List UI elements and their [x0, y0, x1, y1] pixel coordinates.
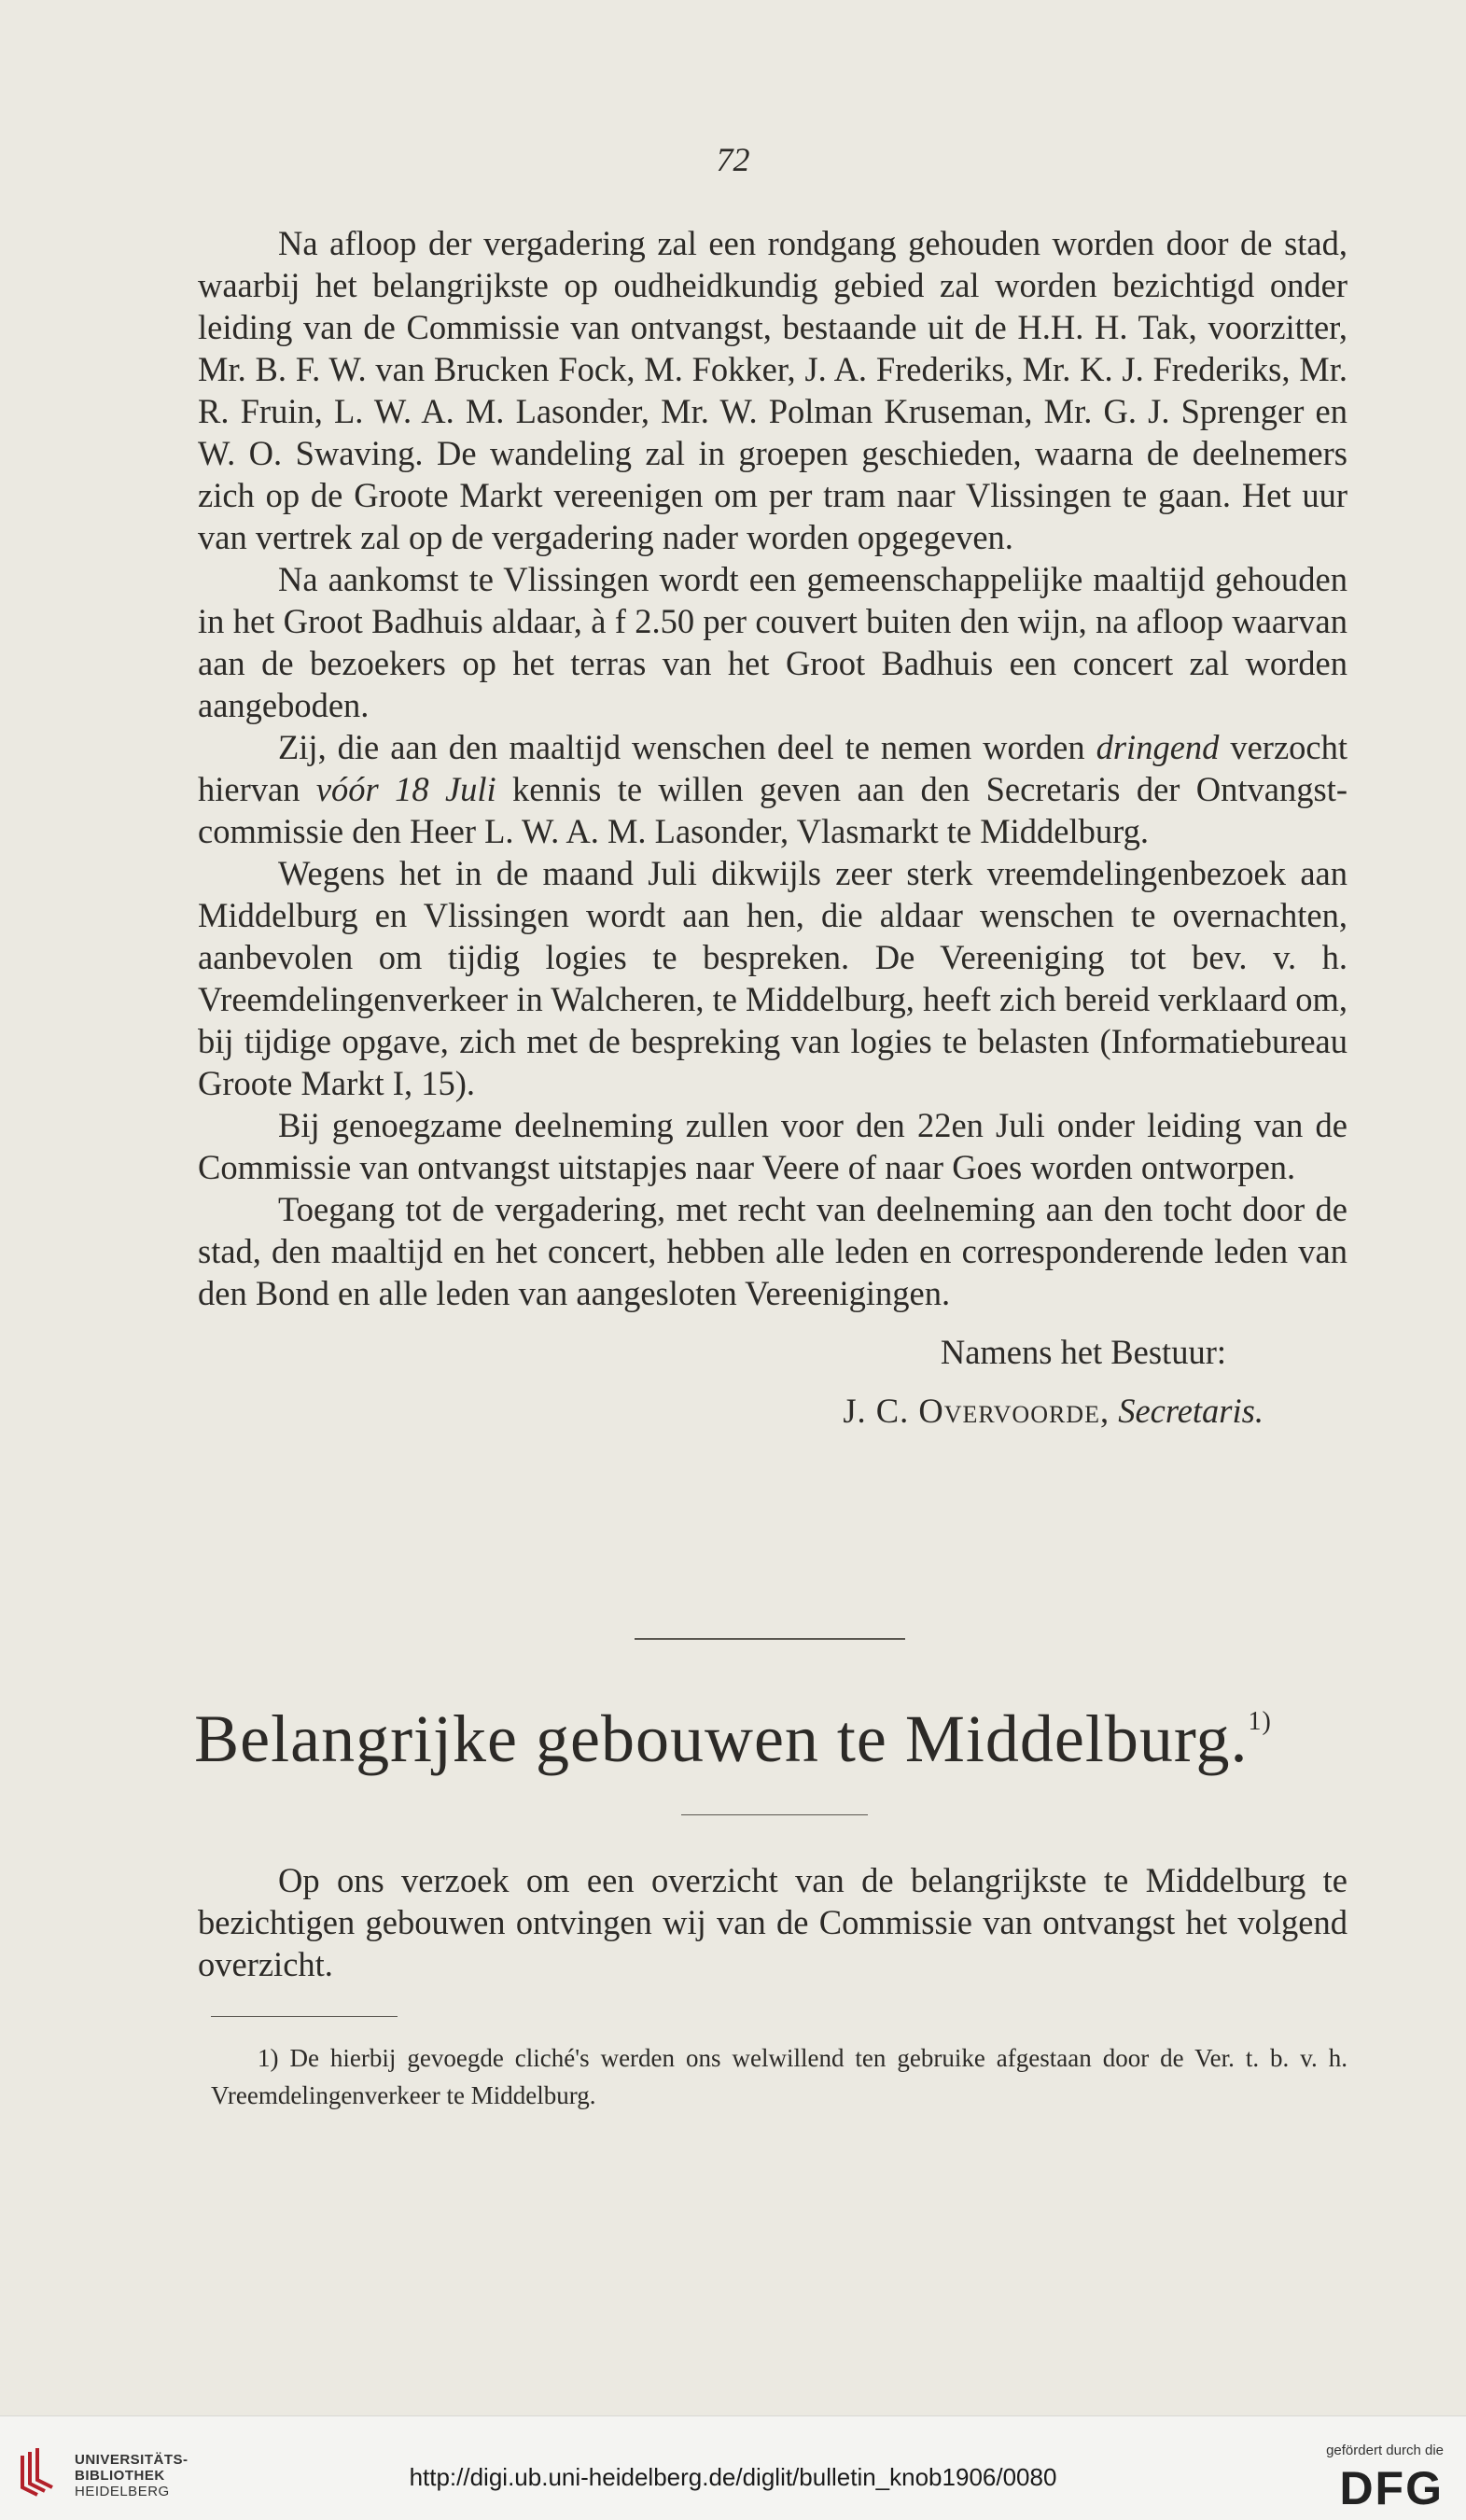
paragraph-maaltijd: Na aankomst te Vlissingen wordt een gemeenschappelijke maaltijd gehouden in het Groot Badhuis aldaar, à f 2.50 per couvert buiten den wijn, na afloop waarvan aan de bezoekers op het terras van het Groot Badhuis een concert zal worden aangeboden. — [198, 560, 1347, 724]
dfg-logo[interactable]: DFG — [1339, 2462, 1444, 2514]
footnote — [211, 2039, 1347, 2114]
paragraph-rondgang: Na afloop der vergadering zal een rondgang gehouden worden door de stad, waarbij het belangrijkste op oudheidkundig gebied zal worden bezichtigd onder leiding van de Commissie van ontvangst, bestaande uit de H.H. H. Tak, voorzitter, Mr. B. F. W. van Brucken Fock, M. Fokker, J. A. Frederiks, Mr. K. J. Frederiks, Mr. R. Fruin, L. W. A. M. Lasonder, Mr. W. Polman Kruseman, Mr. G. J. Sprenger en W. O. Swaving. De wandeling zal in groepen geschieden, waarna de deelnemers zich op de Groote Markt vereenigen om per tram naar Vlissingen te gaan. Het uur van vertrek zal op de vergadering nader worden opgegeven. — [198, 224, 1347, 556]
paragraph-intro: Op ons verzoek om een overzicht van de belangrijkste te Middelburg te bezichtigen gebouwen ontvingen wij van de Commissie van ontvangst het volgend overzicht. — [198, 1861, 1347, 1983]
title-underline-rule — [681, 1814, 868, 1815]
section-title: Belangrijke gebouwen te Middelburg.$^{1)}$ — [194, 1701, 1272, 1776]
divider-rule — [635, 1638, 905, 1640]
emphasis-dringend: dringend — [1096, 728, 1220, 766]
intro-text — [198, 1859, 1347, 1985]
funded-by-label: gefördert durch die — [1326, 2443, 1444, 2458]
paragraph-uitstapjes: Bij genoegzame deelneming zullen voor den 22en Juli onder leiding van de Commissie van ontvangst uitstapjes naar Veere of naar Goes worden ontworpen. — [198, 1106, 1347, 1186]
library-name: UNIVERSITÄTS- BIBLIOTHEK HEIDELBERG — [75, 2452, 188, 2499]
permalink-url[interactable]: http://digi.ub.uni-heidelberg.de/diglit/bulletin_knob1906/0080 — [409, 2463, 1057, 2491]
signature-name: J. C. Overvoorde, Secretaris. — [843, 1392, 1264, 1430]
viewer-footer — [0, 2415, 1466, 2520]
emphasis-date: vóór 18 Juli — [315, 770, 496, 808]
footnote-rule — [211, 2016, 398, 2017]
signature-bestuur: Namens het Bestuur: — [940, 1333, 1226, 1371]
footnote-text: 1) De hierbij gevoegde cliché's werden ons welwillend ten gebruike afgestaan door de Ver. t. b. v. h. Vreemdelingenverkeer te Middelburg. — [211, 2044, 1347, 2109]
paragraph-aanmelding: Zij, die aan den maaltijd wenschen deel te nemen worden dringend verzocht hiervan vóór 18 Juli kennis te willen geven aan den Secretaris der Ontvangst-commissie den Heer L. W. A. M. Lasonder, Vlasmarkt te Middelburg. — [198, 728, 1347, 850]
page-number: 72 — [716, 141, 750, 178]
footnote-marker: 1) — [1248, 1707, 1272, 1736]
paragraph-logies: Wegens het in de maand Juli dikwijls zeer sterk vreemdelingenbezoek aan Middelburg en Vlissingen wordt aan hen, die aldaar wenschen te overnachten, aanbevolen om tijdig logies te bespreken. De Vereeniging tot bev. v. h. Vreemdelingenverkeer in Walcheren, te Middelburg, heeft zich bereid verklaard om, bij tijdige opgave, zich met de bespreking van logies te belasten (Informatiebureau Groote Markt I, 15). — [198, 854, 1347, 1102]
paragraph-toegang: Toegang tot de vergadering, met recht van deelneming aan den tocht door de stad, den maaltijd en het concert, hebben alle leden en corresponderende leden van den Bond en alle leden van aangesloten Vereenigingen. — [198, 1190, 1347, 1312]
body-text — [198, 222, 1347, 1432]
